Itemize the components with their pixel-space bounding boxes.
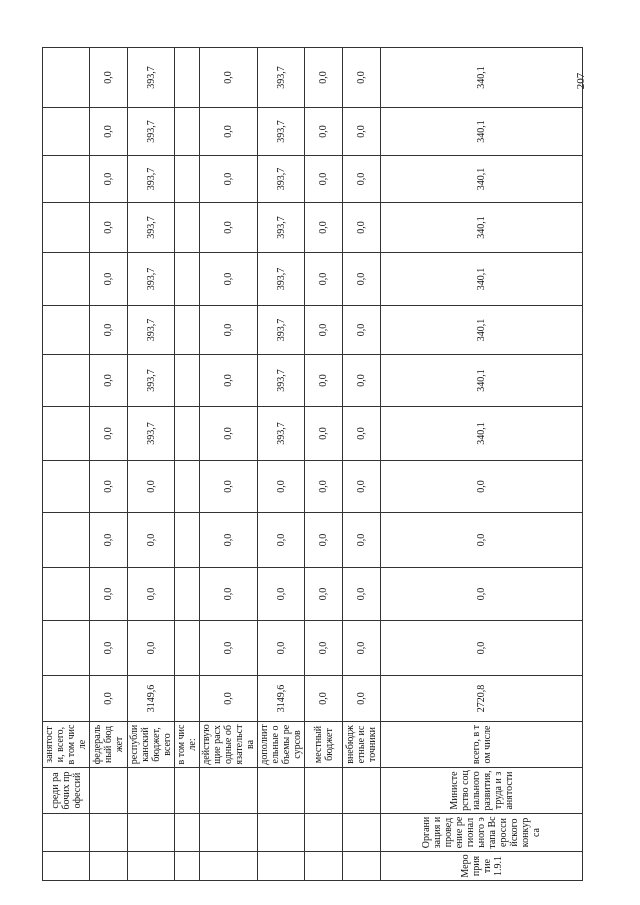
value-cell: 0,0 (90, 108, 128, 156)
value-cell: 0,0 (343, 676, 381, 722)
value-cell: 0,0 (381, 568, 583, 621)
value-cell: 0,0 (343, 306, 381, 355)
value-cell: 0,0 (305, 621, 343, 676)
value-cell: 393,7 (258, 108, 305, 156)
value-cell: 0,0 (343, 48, 381, 108)
value-cell: 0,0 (343, 461, 381, 513)
value-cell (43, 407, 90, 461)
funding-source-cell: в том числе: (175, 722, 200, 768)
value-cell: 0,0 (90, 461, 128, 513)
value-cell: 393,7 (258, 407, 305, 461)
funding-source-cell: федеральный бюджет (90, 722, 128, 768)
measure-name-cell (305, 814, 343, 852)
value-cell: 0,0 (90, 203, 128, 253)
measure-name-cell (200, 814, 258, 852)
value-cell (175, 306, 200, 355)
value-cell: 393,7 (128, 156, 175, 203)
value-cell (175, 48, 200, 108)
value-cell: 340,1 (381, 108, 583, 156)
value-cell: 0,0 (343, 108, 381, 156)
funding-source-cell: всего, в том числе (381, 722, 583, 768)
value-cell: 0,0 (305, 676, 343, 722)
value-cell: 0,0 (200, 568, 258, 621)
executor-cell (90, 768, 128, 814)
executor-cell (175, 768, 200, 814)
value-cell: 0,0 (200, 513, 258, 568)
value-cell: 0,0 (258, 568, 305, 621)
value-cell: 0,0 (200, 407, 258, 461)
measure-name-cell (258, 814, 305, 852)
value-cell: 0,0 (258, 461, 305, 513)
value-cell: 0,0 (200, 108, 258, 156)
value-cell: 393,7 (258, 48, 305, 108)
value-cell: 340,1 (381, 203, 583, 253)
value-cell: 393,7 (128, 306, 175, 355)
value-cell: 0,0 (200, 676, 258, 722)
value-cell: 2720,8 (381, 676, 583, 722)
value-cell (43, 621, 90, 676)
measure-name-cell: Организация и проведение регионального этапа Всероссийского конкурса (381, 814, 583, 852)
value-cell: 0,0 (343, 156, 381, 203)
measure-name-cell (343, 814, 381, 852)
value-cell: 0,0 (343, 355, 381, 407)
value-cell: 0,0 (258, 621, 305, 676)
value-cell: 0,0 (381, 621, 583, 676)
budget-table (42, 47, 583, 881)
value-cell: 0,0 (305, 156, 343, 203)
value-cell (43, 355, 90, 407)
value-cell: 0,0 (200, 461, 258, 513)
value-cell (175, 203, 200, 253)
executor-cell: среди рабочих профессий (43, 768, 90, 814)
value-cell: 0,0 (343, 407, 381, 461)
value-cell: 393,7 (128, 355, 175, 407)
value-cell: 393,7 (258, 253, 305, 306)
value-cell: 393,7 (258, 355, 305, 407)
value-cell: 0,0 (200, 156, 258, 203)
table-row (90, 48, 128, 881)
value-cell (43, 253, 90, 306)
value-cell (175, 568, 200, 621)
value-cell: 0,0 (305, 461, 343, 513)
value-cell (175, 621, 200, 676)
value-cell: 0,0 (305, 355, 343, 407)
executor-cell (305, 768, 343, 814)
value-cell: 0,0 (258, 513, 305, 568)
value-cell (175, 253, 200, 306)
value-cell: 340,1 (381, 48, 583, 108)
value-cell (43, 156, 90, 203)
value-cell: 393,7 (128, 203, 175, 253)
row-number-cell (258, 852, 305, 881)
funding-source-cell: республиканский бюджет, всего (128, 722, 175, 768)
value-cell: 0,0 (128, 568, 175, 621)
value-cell (43, 203, 90, 253)
value-cell: 340,1 (381, 355, 583, 407)
value-cell: 0,0 (343, 513, 381, 568)
row-number-cell (305, 852, 343, 881)
value-cell: 393,7 (128, 108, 175, 156)
value-cell (43, 676, 90, 722)
executor-cell: Министерство социального развития, труда и занятости (381, 768, 583, 814)
value-cell (175, 355, 200, 407)
value-cell: 0,0 (90, 568, 128, 621)
value-cell: 0,0 (128, 461, 175, 513)
value-cell: 340,1 (381, 156, 583, 203)
value-cell: 0,0 (200, 203, 258, 253)
value-cell: 0,0 (90, 407, 128, 461)
value-cell: 0,0 (305, 568, 343, 621)
value-cell (43, 461, 90, 513)
row-number-cell (90, 852, 128, 881)
value-cell (43, 568, 90, 621)
executor-cell (343, 768, 381, 814)
table-row (175, 48, 200, 881)
measure-name-cell (43, 814, 90, 852)
value-cell: 340,1 (381, 306, 583, 355)
value-cell: 3149,6 (258, 676, 305, 722)
value-cell: 0,0 (305, 203, 343, 253)
value-cell: 0,0 (90, 621, 128, 676)
value-cell: 0,0 (305, 407, 343, 461)
table-row (305, 48, 343, 881)
row-number-cell (200, 852, 258, 881)
measure-name-cell (175, 814, 200, 852)
funding-source-cell: местный бюджет (305, 722, 343, 768)
value-cell: 393,7 (258, 203, 305, 253)
table-row (128, 48, 175, 881)
funding-source-cell: внебюджетные источники (343, 722, 381, 768)
value-cell: 0,0 (200, 621, 258, 676)
value-cell (43, 108, 90, 156)
value-cell (175, 407, 200, 461)
value-cell: 0,0 (343, 203, 381, 253)
value-cell: 393,7 (128, 253, 175, 306)
value-cell: 0,0 (305, 253, 343, 306)
row-number-cell (43, 852, 90, 881)
funding-source-cell: занятости, всего, в том числе (43, 722, 90, 768)
value-cell: 0,0 (90, 513, 128, 568)
value-cell: 0,0 (90, 48, 128, 108)
value-cell: 393,7 (258, 306, 305, 355)
rotated-table-wrapper (42, 48, 542, 881)
value-cell: 0,0 (200, 355, 258, 407)
executor-cell (128, 768, 175, 814)
value-cell: 393,7 (258, 156, 305, 203)
row-number-cell (175, 852, 200, 881)
value-cell (175, 156, 200, 203)
value-cell: 0,0 (200, 253, 258, 306)
page-number: 207 (575, 72, 587, 90)
table-row (258, 48, 305, 881)
value-cell: 0,0 (305, 108, 343, 156)
value-cell (175, 513, 200, 568)
value-cell: 0,0 (128, 513, 175, 568)
executor-cell (200, 768, 258, 814)
value-cell (43, 48, 90, 108)
funding-source-cell: действующие расходные обязательства (200, 722, 258, 768)
value-cell: 393,7 (128, 407, 175, 461)
value-cell: 0,0 (381, 461, 583, 513)
value-cell: 393,7 (128, 48, 175, 108)
value-cell: 0,0 (343, 568, 381, 621)
value-cell: 0,0 (90, 306, 128, 355)
value-cell: 3149,6 (128, 676, 175, 722)
table-row (343, 48, 381, 881)
table-row (200, 48, 258, 881)
value-cell: 0,0 (128, 621, 175, 676)
value-cell: 340,1 (381, 407, 583, 461)
value-cell: 0,0 (200, 306, 258, 355)
value-cell: 0,0 (90, 355, 128, 407)
value-cell (43, 513, 90, 568)
measure-name-cell (90, 814, 128, 852)
value-cell: 0,0 (90, 156, 128, 203)
row-number-cell: Мероприятие 1.9.1 (381, 852, 583, 881)
executor-cell (258, 768, 305, 814)
value-cell (175, 676, 200, 722)
value-cell (175, 108, 200, 156)
table-row (381, 48, 583, 881)
table-row (43, 48, 90, 881)
value-cell (43, 306, 90, 355)
value-cell: 0,0 (305, 48, 343, 108)
value-cell: 0,0 (343, 253, 381, 306)
value-cell: 0,0 (200, 48, 258, 108)
measure-name-cell (128, 814, 175, 852)
value-cell: 0,0 (305, 513, 343, 568)
funding-source-cell: дополнительные объемы ресурсов (258, 722, 305, 768)
row-number-cell (343, 852, 381, 881)
row-number-cell (128, 852, 175, 881)
value-cell: 0,0 (90, 253, 128, 306)
value-cell: 0,0 (90, 676, 128, 722)
value-cell: 340,1 (381, 253, 583, 306)
value-cell: 0,0 (381, 513, 583, 568)
value-cell: 0,0 (343, 621, 381, 676)
value-cell (175, 461, 200, 513)
value-cell: 0,0 (305, 306, 343, 355)
